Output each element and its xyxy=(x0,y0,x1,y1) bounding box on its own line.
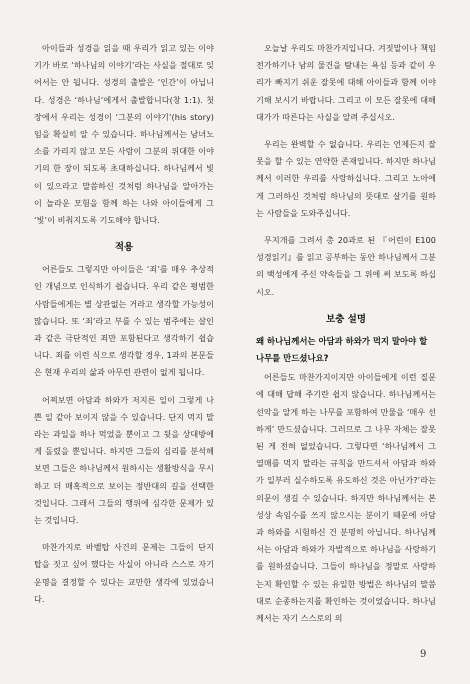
application-paragraph-4: 오늘날 우리도 마찬가지입니다. 겨짓말이나 책임 전가하기나 남의 물건을 탐내는 욕심 등과 같이 우리가 빠지기 쉬운 잘못에 대해 아이들과 함께 이야기해 보시기 바랍니다. 그리고 이 모든 잘못에 대해 대가가 따른다는 사실을 알려 주십시오. xyxy=(256,43,436,122)
intro-paragraph: 아이들과 성경을 읽을 때 우리가 읽고 있는 이야기가 바로 ‘하나님의 이야기’라는 사실을 절대로 잊어서는 안 됩니다. 성경의 출발은 ‘인간’이 아닙니다. 성경은 ‘하나님’에게서 출발합니다(창 1:1). 첫 장에서 우리는 성경이 ‘그분의 이야기’(his story)임을 확실히 알 수 있습니다. 하나님께서는 남녀노소를 가리지 않고 모든 사람이 그분의 위대한 이야기의 한 장이 되도록 초대하십니다. 하나님께서 빛이 있으라고 말씀하신 것처럼 하나님을 알아가는 이 놀라운 모험을 함께 하는 나와 아이들에게 그 ‘빛’이 비춰지도록 기도해야 합니다. xyxy=(34,43,214,226)
application-paragraph-2: 어찌보면 아담과 하와가 저지른 일이 그렇게 나쁜 일 같아 보이지 않을 수 있습니다. 단지 먹지 말라는 과일을 하나 먹었을 뿐이고 그 뒷을 상대방에게 돌렸을 뿐입니다. 하지만 그들의 심리를 분석해 보면 그들은 하나님께서 원하시는 생활방식을 무시하고 더 매혹적으로 보이는 정반대의 길을 선택한 것입니다. 그래서 그들의 행위에 심각한 문제가 있는 것입니다. xyxy=(34,394,214,526)
application-paragraph-6: 무지개를 그려서 총 20과로 된 『어린이 E100 성경읽기』를 읽고 공부하는 동안 하나님께서 그분의 백성에게 주신 약속들을 그 위에 써 보도록 하십시오. xyxy=(256,235,436,297)
left-column xyxy=(34,40,214,618)
supplement-answer: 어른들도 마찬가지이지만 아이들에게 이런 질문에 대해 답해 주기란 쉽지 않습니다. 하나님께서는 선악을 알게 하는 나무를 포함하여 만물을 ‘매우 선하게’ 만드셨습니다. 그러므로 그 나무 자체는 잘못된 게 전혀 없었습니다. 그렇다면 ‘하나님께서 그 열매를 먹지 말라는 규칙을 만드셔서 아담과 하와가 일부러 실수하도록 유도하신 것은 아닌가?’라는 의문이 생길 수 있습니다. 하지만 하나님께서는 본성상 속임수를 쓰지 않으시는 분이기 때문에 아담과 하와를 시험하신 건 분명히 아닙니다. 하나님께서는 아담과 하와가 자발적으로 하나님을 사랑하기를 원하셨습니다. 그들이 하나님을 정말로 사랑하는지 확인할 수 있는 유일한 방법은 하나님의 말씀대로 순종하는지를 확인하는 것이었습니다. 하나님께서는 자기 스스로의 의 xyxy=(256,372,436,624)
section-heading-application: 적용 xyxy=(114,242,134,254)
supplement-question: 왜 하나님께서는 아담과 하와가 먹지 말아야 할 나무를 만드셨나요? xyxy=(256,335,428,364)
application-paragraph-1: 어른들도 그렇지만 아이들은 ‘죄’를 매우 추상적인 개념으로 인식하기 쉽습니다. 우리 같은 평범한 사람들에게는 별 상관없는 거라고 생각할 가능성이 많습니다. 또 ‘죄’라고 부를 수 있는 범주에는 살인과 같은 극단적인 죄만 포함된다고 생각하기 쉽습니다. 죄를 이런 식으로 생각할 경우, 1과의 본문들은 현재 우리의 삶과 아무런 관련이 없게 됩니다. xyxy=(34,264,214,378)
application-paragraph-3: 마찬가지로 바벨탑 사건의 문제는 그들이 단지 탑을 짓고 싶어 했다는 사실이 아니라 스스로 자기 운명을 결정할 수 있다는 교만한 생각에 있었습니다. xyxy=(34,542,214,604)
right-column xyxy=(256,40,436,637)
application-paragraph-5: 우리는 완벽할 수 없습니다. 우리는 언제든지 잘못을 할 수 있는 연약한 존재입니다. 하지만 하나님께서 이러한 우리를 사랑하십니다. 그리고 노아에게 그러하신 것처럼 하나님의 뜻대로 살기를 원하는 사람들을 도와주십니다. xyxy=(256,139,436,218)
page-number: 9 xyxy=(420,649,427,660)
section-heading-supplement: 보충 설명 xyxy=(325,313,366,325)
